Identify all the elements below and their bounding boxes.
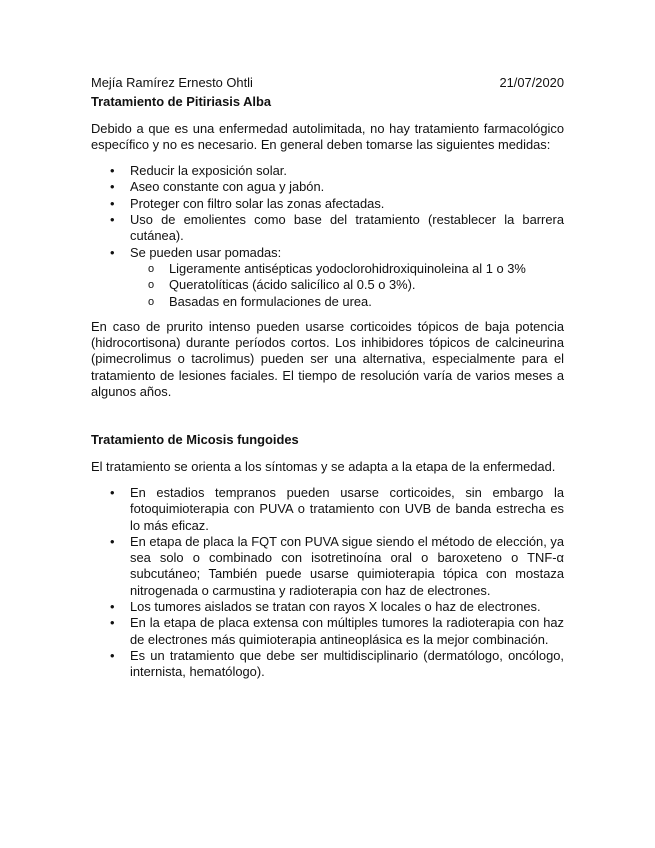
list-item-pomadas xyxy=(91,245,564,310)
document-header xyxy=(91,75,564,91)
sublist-item: o Ligeramente antisépticas yodoclorohidroxiquinoleina al 1 o 3% xyxy=(130,261,564,277)
list-item: • Los tumores aislados se tratan con rayos X locales o haz de electrones. xyxy=(91,599,564,615)
list-item: • Es un tratamiento que debe ser multidisciplinario (dermatólogo, oncólogo, internista, hematólogo). xyxy=(91,648,564,681)
micosis-treatment-list xyxy=(91,485,564,681)
list-item: • Uso de emolientes como base del tratamiento (restablecer la barrera cutánea). xyxy=(91,212,564,245)
author-name: Mejía Ramírez Ernesto Ohtli xyxy=(91,75,253,90)
list-item: • En etapa de placa la FQT con PUVA sigue siendo el método de elección, ya sea solo o combinado con isotretinoína oral o baroxeteno o TNF-α subcutáneo; También puede usarse quimioterapia tópica con mostaza nitrogenada o carmustina y radioterapia con haz de electrones. xyxy=(91,534,564,599)
sublist-item: o Queratolíticas (ácido salicílico al 0.5 o 3%). xyxy=(130,277,564,293)
list-item: • En la etapa de placa extensa con múltiples tumores la radioterapia con haz de electrones más quimioterapia antineoplásica es la mejor combinación. xyxy=(91,615,564,648)
document-date: 21/07/2020 xyxy=(499,75,564,90)
section-title-pitiriasis: Tratamiento de Pitiriasis Alba xyxy=(91,94,272,110)
sublist-item: o Basadas en formulaciones de urea. xyxy=(130,294,564,310)
section-intro-micosis: El tratamiento se orienta a los síntomas y se adapta a la etapa de la enfermedad. xyxy=(91,458,556,474)
section-spacer xyxy=(91,410,564,432)
section-title-micosis: Tratamiento de Micosis fungoides xyxy=(91,432,299,448)
list-item: • En estadios tempranos pueden usarse corticoides, sin embargo la fotoquimioterapia con PUVA o tratamiento con UVB de banda estrecha es lo más eficaz. xyxy=(91,485,564,534)
section-intro-pitiriasis: Debido a que es una enfermedad autolimitada, no hay tratamiento farmacológico específico y no es necesario. En general deben tomarse las siguientes medidas: xyxy=(91,120,564,152)
section-closing-pitiriasis: En caso de prurito intenso pueden usarse corticoides tópicos de baja potencia (hidrocortisona) durante períodos cortos. Los inhibidores tópicos de calcineurina (pimecrolimus o tacrolimus) pueden ser una alternativa, especialmente para el tratamiento de lesiones faciales. El tiempo de resolución varía de varios meses a algunos años. xyxy=(91,318,564,400)
pomadas-sublist xyxy=(130,261,564,310)
list-item-label: Se pueden usar pomadas: xyxy=(130,244,282,260)
list-item: • Reducir la exposición solar. xyxy=(91,163,564,179)
measures-list xyxy=(91,163,564,310)
list-item: • Aseo constante con agua y jabón. xyxy=(91,179,564,195)
list-item: • Proteger con filtro solar las zonas afectadas. xyxy=(91,196,564,212)
